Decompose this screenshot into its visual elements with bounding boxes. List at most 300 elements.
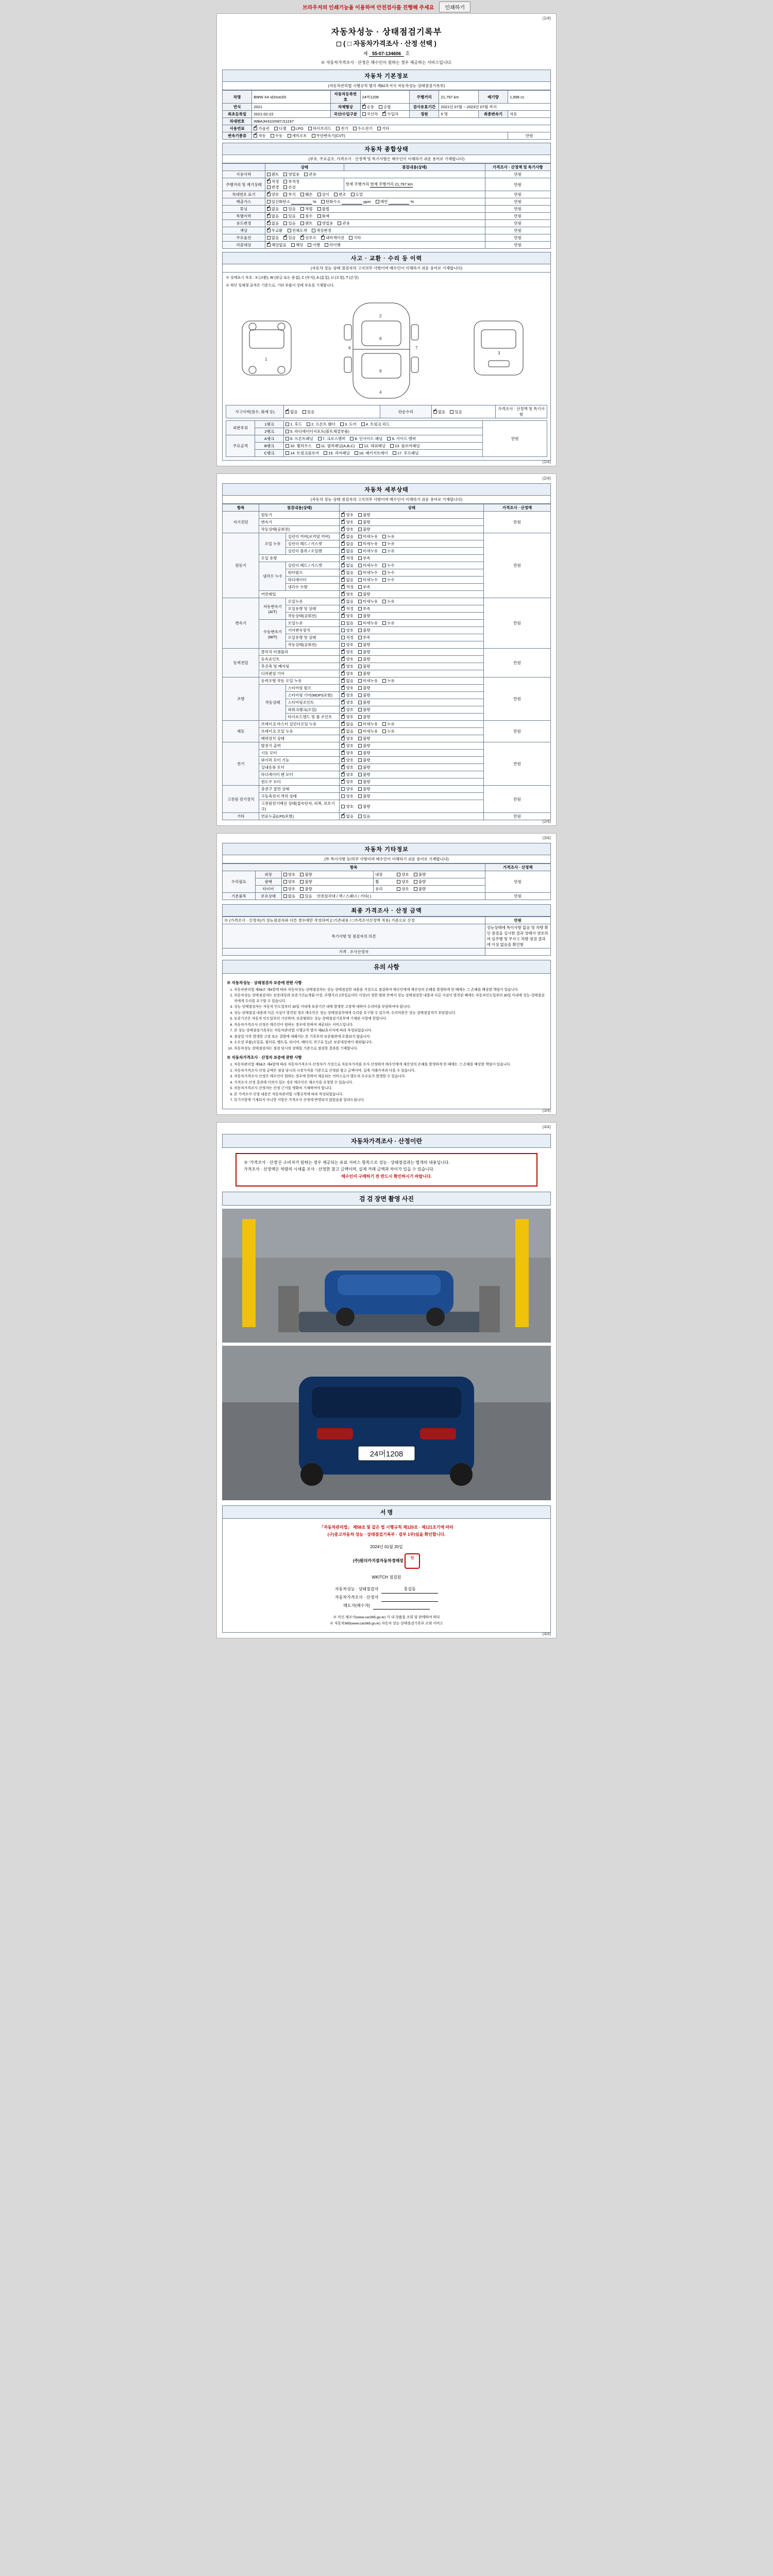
checkbox-mt-leak-없음[interactable] (341, 621, 345, 625)
checkbox-cool-rad-누수[interactable] (382, 578, 386, 582)
checkbox-cool-head-누수[interactable] (382, 564, 386, 567)
label-car-origin: 국산/수입구분 (331, 111, 360, 118)
checkbox-diff-불량[interactable] (358, 672, 362, 675)
basic-info-table (222, 90, 551, 140)
checkbox-at-idle-불량[interactable] (358, 614, 362, 618)
signature-body (222, 1519, 551, 1633)
detail-item-fuel-leak: 연료누출(LPG포함) (259, 813, 340, 820)
checkbox-sd-trans-양호[interactable] (341, 520, 345, 524)
detail-col-content: 점검내용(상태) (259, 504, 340, 512)
checkbox-usechange-영업용[interactable] (317, 222, 321, 225)
checkbox-int-양호[interactable] (397, 873, 400, 876)
checkbox-frame-프론트패널[interactable] (285, 437, 289, 440)
checkbox-eng-block-미세누유[interactable] (358, 549, 362, 553)
checkbox-cool-rad-없음[interactable] (341, 578, 345, 582)
detail-state-at-qty: ✔ 적정 부족 (340, 605, 484, 613)
overall-usage-price: 만원 (485, 171, 550, 178)
detail-state-alternator: ✔ 양호 불량 (340, 742, 484, 750)
checkbox-simple-있음[interactable] (450, 410, 453, 414)
value-transmission: ✔ 자동 수동 세미오토 무단변속기(CVT) (252, 132, 508, 140)
print-button[interactable]: 인쇄하기 (439, 2, 470, 12)
checkbox-mileage-부적정[interactable] (283, 180, 287, 183)
checkbox-steerjoint-양호[interactable] (341, 701, 345, 704)
checkbox-ext-양호[interactable] (283, 873, 287, 876)
detail-state-charge-port: 양호 불량 (340, 786, 484, 793)
checkbox-panel-프론트휀더[interactable] (307, 422, 310, 426)
checkbox-alternator-양호[interactable] (341, 744, 345, 748)
section-final-price-header: 최종 가격조사 · 산정 금액 (222, 904, 551, 917)
checkbox-panel-트렁크리드[interactable] (361, 422, 365, 426)
checkbox-mt-leak-누유[interactable] (382, 621, 386, 625)
checkbox-at-idle-양호[interactable] (341, 614, 345, 618)
checkbox-hv-batt-불량[interactable] (358, 794, 362, 798)
checkbox-windowmotor-불량[interactable] (358, 780, 362, 784)
detail-price-electric: 만원 (483, 742, 550, 786)
label-first-reg: 최초등록일 (223, 111, 252, 118)
checkbox-emission-매연[interactable] (376, 200, 379, 204)
checkbox-ps-없음[interactable] (341, 679, 345, 683)
checkbox-glass-불량[interactable] (414, 887, 417, 891)
checkbox-steergear-양호[interactable] (341, 693, 345, 697)
overall-color-opts: ✔ 무교환 전체도색 색상변경 (265, 227, 485, 234)
checkbox-polish-불량[interactable] (300, 880, 304, 884)
checkbox-usechange-관용[interactable] (338, 222, 341, 225)
checkbox-ps-누유[interactable] (382, 679, 386, 683)
signature-line-2: (구)중고자동차 성능 · 상태점검기록부 · 검부 1부)임을 확인합니다. (327, 1532, 446, 1537)
checkbox-emission-일산화탄소[interactable] (267, 200, 271, 204)
overall-recall-opts: ✔ 해당없음 해당 이행 미이행 (265, 242, 485, 249)
detail-state-table (222, 504, 551, 820)
detail-detail-at-leak: 오일누유 (286, 598, 340, 605)
checkbox-basic-있음[interactable] (300, 894, 304, 898)
signature-header: 서 명 (222, 1505, 551, 1519)
signature-row-1 (228, 1585, 545, 1594)
checkbox-cool-rad-미세누수[interactable] (358, 578, 362, 582)
label-vin: 차대번호 (223, 118, 252, 125)
checkbox-mt-gear-양호[interactable] (341, 629, 345, 632)
checkbox-basic-없음[interactable] (283, 894, 287, 898)
signature-value-appraiser[interactable] (381, 1594, 438, 1601)
checkbox-starter-양호[interactable] (341, 751, 345, 755)
overall-vin-opts: ✔ 양호 부식 훼손 상이 변조 도말 (265, 191, 485, 198)
detail-item-idle: 작동상태(공회전) (259, 526, 340, 533)
checkbox-mt-idle-불량[interactable] (358, 643, 362, 647)
overall-mileage-detail: 현재 주행거리 현재 주행거리 21,797 km (344, 178, 485, 191)
checkbox-powercrank-양호[interactable] (341, 708, 345, 711)
checkbox-fuelleak-없음[interactable] (341, 815, 345, 818)
etc-col-price: 가격조사 · 산정액 (485, 864, 550, 871)
checkbox-frame-휠하우스[interactable] (285, 444, 289, 448)
checkbox-fuel-LPG[interactable] (291, 127, 295, 130)
checkbox-usage-관용[interactable] (304, 173, 308, 176)
page-number-top-1: (1/4) (542, 16, 551, 21)
svg-text:7: 7 (415, 346, 418, 350)
detail-item-alternator: 발전기 출력 (259, 742, 340, 750)
etc-value-polish: 양호 불량 (281, 878, 373, 886)
checkbox-special-침수[interactable] (300, 214, 304, 218)
checkbox-clutch-불량[interactable] (358, 650, 362, 654)
checkbox-wheel-양호[interactable] (397, 880, 400, 884)
checkbox-frame-사이드멤버[interactable] (387, 437, 391, 440)
section-overall-sub: (부호, 주요골조, 가격조사 · 산정액 및 특기사항은 매수인이 이해하기 쉬운 용어로 기재합니다) (222, 155, 551, 163)
checkbox-cool-head-미세누수[interactable] (358, 564, 362, 567)
final-price-amount: 만원 (485, 917, 550, 924)
checkbox-fuel-가솔린[interactable] (254, 127, 257, 130)
checkbox-origin-수입차[interactable] (382, 112, 386, 116)
checkbox-panel-도어[interactable] (340, 422, 344, 426)
detail-state-block: ✔ 없음 미세누유 누유 (340, 548, 484, 555)
detail-state-coolant-qty: ✔ 적정 부족 (340, 584, 484, 591)
checkbox-cool-pump-없음[interactable] (341, 571, 345, 574)
checkbox-cool-head-없음[interactable] (341, 564, 345, 567)
checkbox-starter-불량[interactable] (358, 751, 362, 755)
checkbox-tire-불량[interactable] (300, 887, 304, 891)
notice-item: 10. 자동차성능·상태점검자는 점검 당시의 상태를 기준으로 점검한 결과를 기재합니다. (234, 1046, 546, 1052)
label-body-type: 차체형상 (331, 104, 360, 111)
checkbox-eng-block-없음[interactable] (341, 549, 345, 553)
overall-tuning-opts: ✔ 없음 있음 적법 불법 (265, 206, 485, 213)
detail-state-at-leak: ✔ 없음 미세누유 누유 (340, 598, 484, 605)
car-diagram (226, 291, 547, 403)
checkbox-options-없음[interactable] (267, 236, 271, 240)
inspection-photo-lift (222, 1209, 551, 1343)
checkbox-radfan-불량[interactable] (358, 773, 362, 776)
checkbox-cool-qty-부족[interactable] (358, 585, 362, 589)
checkbox-cool-pump-미세누수[interactable] (358, 571, 362, 574)
checkbox-commonrail-불량[interactable] (358, 592, 362, 596)
detail-state-head-gasket: ✔ 없음 미세누유 누유 (340, 540, 484, 548)
notice-item: 1. 자동차관리법 제58조 제4항에 따라 자동차가격조사·산정자가 거짓으로 자동차가격을 조사·산정하여 매수인에게 재산상의 손해를 발생하게 한 때에는 그 손해를 배상할 책임이 있습니다. (234, 1062, 546, 1068)
detail-sub-steering-op: 작동상태 (259, 685, 286, 721)
signature-org: WKITCH 점검원 (372, 1574, 401, 1580)
label-frame-area: 주요골격 (226, 435, 255, 457)
detail-detail-coolant-head: 실린더 헤드 / 가스켓 (286, 562, 340, 569)
label-option-extra: 최종변속기 (478, 111, 508, 118)
checkbox-trans-세미오토[interactable] (288, 134, 291, 138)
detail-detail-mt-leak: 오일누유 (286, 620, 340, 627)
checkbox-frame-트렁크플로어[interactable] (285, 451, 289, 455)
checkbox-accident-없음[interactable] (285, 410, 289, 414)
detail-col-group: 항목 (223, 504, 259, 512)
checkbox-booster-양호[interactable] (341, 737, 345, 740)
accident-legend-1: ※ 상태표시 부호 : X (교환), W (판금 또는 용접), C (부식), A (흠집), U (요철), T (손상) (226, 276, 359, 280)
checkbox-recall-해당없음[interactable] (267, 243, 271, 247)
detail-state-steer-joint: ✔ 양호 불량 (340, 699, 484, 706)
detail-item-charge-port: 충전구 절연 상태 (259, 786, 340, 793)
checkbox-alternator-불량[interactable] (358, 744, 362, 748)
page-number-bottom-4: (4/4) (542, 1632, 551, 1637)
checkbox-recall-미이행[interactable] (325, 243, 328, 247)
notice-item: 7. 특기사항에 기재되지 아니한 사항은 가격조사·산정에 반영되지 않았음을 알려드립니다. (234, 1098, 546, 1104)
checkbox-hv-wire-양호[interactable] (341, 805, 345, 808)
checkbox-booster-불량[interactable] (358, 737, 362, 740)
signature-date: 2024년 01월 20일 (370, 1545, 403, 1550)
checkbox-mileage-손상[interactable] (283, 185, 287, 189)
label-year: 연식 (223, 104, 252, 111)
detail-group-powertrain: 동력전달 (223, 649, 259, 677)
checkbox-wiper-양호[interactable] (341, 758, 345, 762)
detail-item-brake-oil: 브레이크 오일 누유 (259, 728, 340, 735)
checkbox-frame-크로스멤버[interactable] (318, 437, 322, 440)
checkbox-eng-block-누유[interactable] (382, 549, 386, 553)
svg-text:1: 1 (265, 357, 267, 362)
detail-sub-mt: 수동변속기(M/T) (259, 620, 286, 649)
checkbox-cool-pump-누수[interactable] (382, 571, 386, 574)
price-explain-line-3: 매수인이 구매하기 전 반드시 확인하시기 바랍니다. (341, 1174, 432, 1179)
checkbox-vin-도말[interactable] (351, 193, 355, 196)
checkbox-accident-있음[interactable] (303, 410, 306, 414)
etc-label-wheel: 휠 (375, 879, 379, 884)
checkbox-eng-head-미세누유[interactable] (358, 542, 362, 546)
checkbox-hv-port-불량[interactable] (358, 787, 362, 791)
checkbox-mt-leak-미세누유[interactable] (358, 621, 362, 625)
checkbox-hv-port-양호[interactable] (341, 787, 345, 791)
checkbox-fuel-전기[interactable] (336, 127, 340, 130)
checkbox-color-전체도색[interactable] (288, 229, 291, 232)
detail-state-oil-level: ✔ 적정 부족 (340, 555, 484, 562)
detail-item-master-cyl: 브레이크 마스터 실린더오일 누유 (259, 721, 340, 728)
label-mileage: 주행거리 (410, 91, 439, 104)
checkbox-tuning-있음[interactable] (283, 207, 287, 211)
checkbox-vin-양호[interactable] (267, 193, 271, 196)
page-number-bottom-3: (3/4) (542, 1108, 551, 1113)
checkbox-steerpump-양호[interactable] (341, 686, 345, 690)
signature-company (228, 1553, 545, 1569)
checkbox-eng-head-없음[interactable] (341, 542, 345, 546)
checkbox-glass-양호[interactable] (397, 887, 400, 891)
checkbox-wiper-불량[interactable] (358, 758, 362, 762)
checkbox-eng-head-누유[interactable] (382, 542, 386, 546)
checkbox-mt-idle-양호[interactable] (341, 643, 345, 647)
overall-vin-price: 만원 (485, 191, 550, 198)
checkbox-eng-rocker-없음[interactable] (341, 535, 345, 538)
checkbox-frame-플로어패널[interactable] (390, 444, 394, 448)
page-subtitle: ( □ 자동차가격조사 · 산정 선택 ) (222, 38, 551, 48)
signature-label-seller: 매도자(매수자) (343, 1603, 370, 1608)
checkbox-panel-라디에이터서포트[interactable] (285, 430, 289, 433)
checkbox-propshaft-양호[interactable] (341, 665, 345, 668)
checkbox-at-leak-누유[interactable] (382, 600, 386, 603)
checkbox-cool-qty-적정[interactable] (341, 585, 345, 589)
checkbox-at-qty-적정[interactable] (341, 607, 345, 611)
checkbox-cvjoint-양호[interactable] (341, 657, 345, 661)
checkbox-tuning-적법[interactable] (300, 207, 304, 211)
checkbox-special-화재[interactable] (317, 214, 321, 218)
notice-list-1 (234, 988, 546, 1052)
checkbox-mt-qty-적정[interactable] (341, 636, 345, 639)
detail-state-master-cyl: ✔ 없음 미세누유 누유 (340, 721, 484, 728)
checkbox-fuel-하이브리드[interactable] (308, 127, 312, 130)
checkbox-frame-인사이드패널[interactable] (350, 437, 354, 440)
checkbox-special-없음[interactable] (267, 214, 271, 218)
notice-item: 4. 성능·상태점검 내용과 다른 사실이 발견된 경우 매수인은 성능·상태점검자에게 수리를 요구할 수 있으며, 수리비용은 성능·상태점검자가 부담합니다. (234, 1011, 546, 1016)
checkbox-recall-해당[interactable] (291, 243, 295, 247)
checkbox-brakeoil-미세누유[interactable] (358, 730, 362, 733)
checkbox-frame-패키지트레이[interactable] (355, 451, 358, 455)
checkbox-mastercyl-미세누유[interactable] (358, 722, 362, 726)
checkbox-fuel-수소전기[interactable] (353, 127, 357, 130)
svg-text:3: 3 (498, 351, 500, 355)
checkbox-eng-rocker-미세누유[interactable] (358, 535, 362, 538)
checkbox-options-기타[interactable] (349, 236, 352, 240)
detail-state-clutch: ✔ 양호 불량 (340, 649, 484, 656)
checkbox-fuel-디젤[interactable] (274, 127, 278, 130)
checkbox-radfan-양호[interactable] (341, 773, 345, 776)
checkbox-tierod-불량[interactable] (358, 715, 362, 719)
checkbox-mastercyl-없음[interactable] (341, 722, 345, 726)
panel-rank-table (226, 420, 547, 457)
checkbox-tuning-불법[interactable] (317, 207, 321, 211)
checkbox-eng-rocker-누유[interactable] (382, 535, 386, 538)
detail-item-booster: 배력장치 상태 (259, 735, 340, 742)
page-number-bottom-1: (1/4) (542, 460, 551, 464)
checkbox-usechange-렌트[interactable] (300, 222, 304, 225)
checkbox-steergear-불량[interactable] (358, 693, 362, 697)
detail-detail-waterpump: 워터펌프 (286, 569, 340, 577)
detail-state-transmission: ✔ 양호 불량 (340, 519, 484, 526)
checkbox-eng-oil-부족[interactable] (358, 556, 362, 560)
checkbox-powercrank-불량[interactable] (358, 708, 362, 711)
value-vin: WBAJH310XM7J11197 (252, 118, 551, 125)
checkbox-int-불량[interactable] (414, 873, 417, 876)
checkbox-simple-없음[interactable] (433, 410, 437, 414)
checkbox-vin-변조[interactable] (334, 193, 338, 196)
checkbox-cvjoint-불량[interactable] (358, 657, 362, 661)
checkbox-hv-wire-불량[interactable] (358, 805, 362, 808)
checkbox-blower-불량[interactable] (358, 766, 362, 769)
rank-price-cell: 만원 (483, 421, 547, 457)
checkbox-steerjoint-불량[interactable] (358, 701, 362, 704)
checkbox-usage-영업용[interactable] (283, 173, 287, 176)
checkbox-trans-수동[interactable] (271, 134, 274, 138)
checkbox-commonrail-양호[interactable] (341, 592, 345, 596)
section-detail-header: 자동차 세부상태 (222, 483, 551, 496)
checkbox-hv-batt-양호[interactable] (341, 794, 345, 798)
detail-state-ps-leak: ✔ 없음 미세누유 누유 (340, 677, 484, 685)
car-diagram-svg (232, 293, 541, 401)
overall-recall-price: 만원 (485, 242, 550, 249)
checkbox-vin-상이[interactable] (317, 193, 321, 196)
checkbox-mt-gear-불량[interactable] (358, 629, 362, 632)
panel-rank2-items: 5. 라디에이터서포트(볼트체결부품) (284, 428, 483, 435)
label-car-name: 차명 (223, 91, 252, 104)
checkbox-vin-부식[interactable] (283, 193, 287, 196)
checkbox-options-선루프[interactable] (300, 236, 304, 240)
checkbox-options-있음[interactable] (283, 236, 287, 240)
checkbox-ps-미세누유[interactable] (358, 679, 362, 683)
checkbox-eng-oil-적정[interactable] (341, 556, 345, 560)
checkbox-vin-훼손[interactable] (300, 193, 304, 196)
photo-section-header: 검 검 장면 촬영 사진 (222, 1192, 551, 1206)
etc-col-item: 항목 (223, 864, 485, 871)
checkbox-frame-리어패널[interactable] (324, 451, 327, 455)
checkbox-propshaft-불량[interactable] (358, 665, 362, 668)
checkbox-windowmotor-양호[interactable] (341, 780, 345, 784)
section-etc-header: 자동차 기타정보 (222, 843, 551, 855)
checkbox-at-qty-부족[interactable] (358, 607, 362, 611)
checkbox-brakeoil-누유[interactable] (382, 730, 386, 733)
section-overall-header: 자동차 종합상태 (222, 143, 551, 155)
checkbox-tierod-양호[interactable] (341, 715, 345, 719)
page-title: 자동차성능 · 상태점검기록부 (331, 28, 442, 37)
notice-section-title-1: ※ 자동차성능 · 상태점검자 보증에 관한 사항 (227, 980, 302, 985)
overall-mileage-price: 만원 (485, 178, 550, 191)
checkbox-panel-후드[interactable] (285, 422, 289, 426)
checkbox-frame-대쉬패널[interactable] (359, 444, 363, 448)
checkbox-body-승용[interactable] (362, 105, 366, 109)
checkbox-usage-렌트[interactable] (267, 173, 271, 176)
checkbox-fuel-기타[interactable] (377, 127, 381, 130)
checkbox-sd-trans-불량[interactable] (358, 520, 362, 524)
checkbox-diff-양호[interactable] (341, 672, 345, 675)
checkbox-clutch-양호[interactable] (341, 650, 345, 654)
overall-row-emission: 배출가스 (223, 198, 265, 206)
detail-state-diff: ✔ 양호 불량 (340, 670, 484, 677)
checkbox-sd-idle-양호[interactable] (341, 528, 345, 531)
checkbox-special-있음[interactable] (283, 214, 287, 218)
signature-value-seller[interactable] (373, 1602, 430, 1609)
checkbox-fuelleak-있음[interactable] (358, 815, 362, 818)
detail-detail-coolant-qty: 냉각수 수량 (286, 584, 340, 591)
checkbox-sd-engine-불량[interactable] (358, 513, 362, 517)
value-inspection-period: 2021년 07월 ~ 2023년 07월 까지 (439, 104, 551, 111)
checkbox-usechange-있음[interactable] (283, 222, 287, 225)
checkbox-emission-탄화수소[interactable] (321, 200, 325, 204)
checkbox-at-leak-미세누유[interactable] (358, 600, 362, 603)
checkbox-blower-양호[interactable] (341, 766, 345, 769)
section-accident-header: 사고 · 교환 · 수리 등 이력 (222, 252, 551, 264)
checkbox-trans-무단변속기[interactable] (312, 134, 315, 138)
checkbox-recall-이행[interactable] (308, 243, 311, 247)
checkbox-mt-qty-부족[interactable] (358, 636, 362, 639)
svg-text:6: 6 (348, 346, 351, 350)
checkbox-sd-engine-양호[interactable] (341, 513, 345, 517)
checkbox-mileage-적정[interactable] (267, 180, 271, 183)
checkbox-frame-루프패널[interactable] (393, 451, 396, 455)
checkbox-body-승합[interactable] (379, 105, 382, 109)
checkbox-origin-국산차[interactable] (362, 112, 366, 116)
detail-detail-mt-gear: 기어변속장치 (286, 627, 340, 634)
checkbox-color-무교환[interactable] (267, 229, 271, 232)
overall-row-usechange: 용도변경 (223, 220, 265, 227)
overall-row-recall: 리콜대상 (223, 242, 265, 249)
label-vehicle-no: 자동차등록번호 (331, 91, 360, 104)
checkbox-at-leak-없음[interactable] (341, 600, 345, 603)
checkbox-wheel-불량[interactable] (414, 880, 417, 884)
checkbox-sd-idle-불량[interactable] (358, 528, 362, 531)
price-explain-box (236, 1153, 537, 1187)
checkbox-options-내비게이션[interactable] (321, 236, 325, 240)
checkbox-tuning-없음[interactable] (267, 207, 271, 211)
checkbox-brakeoil-없음[interactable] (341, 730, 345, 733)
signature-value-inspector[interactable]: 홍길동 (381, 1585, 438, 1594)
checkbox-mileage-변경[interactable] (267, 185, 271, 189)
overall-row-mileage: 주행거리 및 계기상태 (223, 178, 265, 191)
checkbox-trans-자동[interactable] (254, 134, 257, 138)
checkbox-polish-양호[interactable] (283, 880, 287, 884)
checkbox-tire-양호[interactable] (283, 887, 287, 891)
checkbox-mastercyl-누유[interactable] (382, 722, 386, 726)
checkbox-usechange-없음[interactable] (267, 222, 271, 225)
signature-line-1: 「자동차관리법」 제58조 및 같은 법 시행규칙 제120조 · 제121조기에 따라 (320, 1524, 453, 1530)
checkbox-steerpump-불량[interactable] (358, 686, 362, 690)
checkbox-frame-필러패널[interactable] (316, 444, 320, 448)
label-price-investigator: 가격 · 조사산정자 (223, 948, 485, 956)
overall-options-opts: 없음 ✔ 있음 ✔ 선루프 ✔ 내비게이션 기타 (265, 234, 485, 242)
checkbox-ext-불량[interactable] (300, 873, 304, 876)
checkbox-color-색상변경[interactable] (312, 229, 315, 232)
overall-mileage-opts: ✔적정 부적정 변경 손상 (265, 178, 344, 191)
